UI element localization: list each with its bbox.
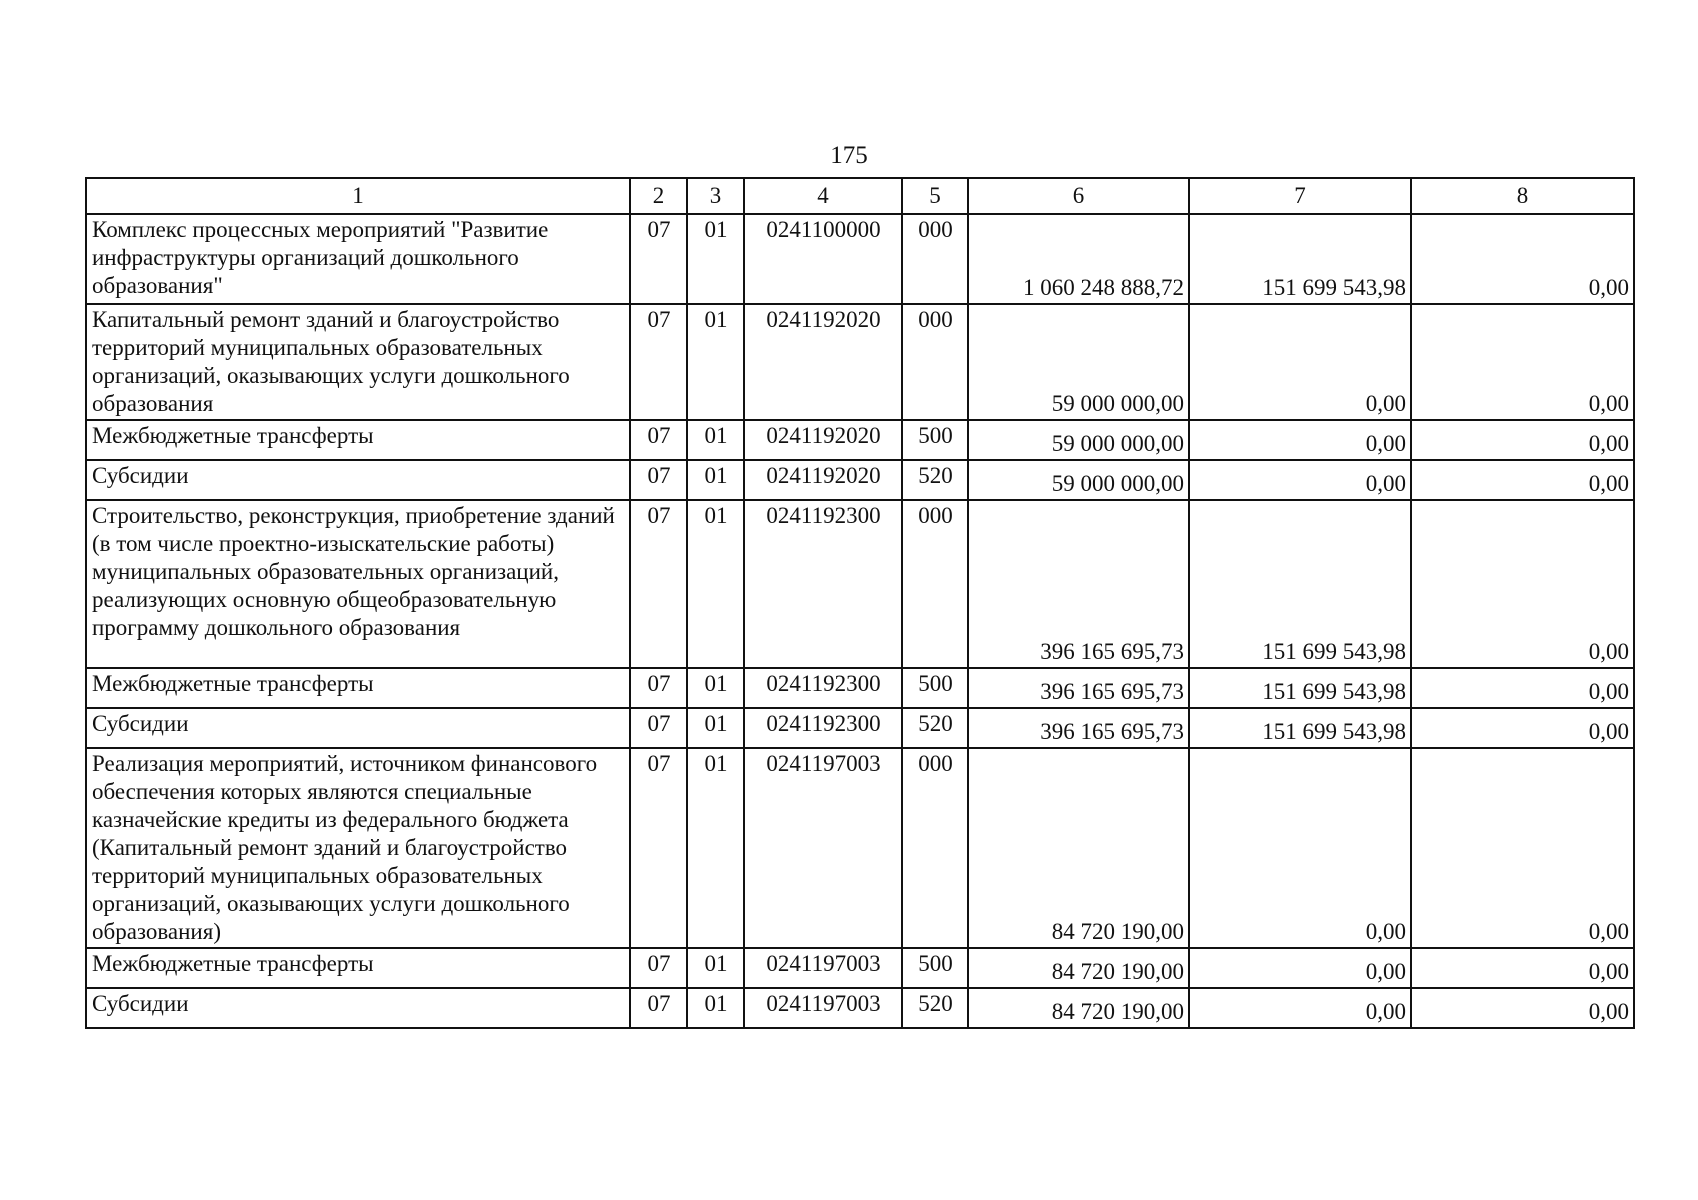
budget-table (85, 177, 1635, 1029)
row-amount-6: 396 165 695,73 (968, 500, 1189, 668)
row-name: Межбюджетные трансферты (86, 948, 630, 988)
row-target-code: 0241192300 (744, 500, 902, 668)
page-number: 175 (830, 142, 868, 169)
row-section: 07 (630, 420, 687, 460)
row-amount-6: 396 165 695,73 (968, 708, 1189, 748)
row-expense-type: 000 (902, 214, 968, 304)
row-subsection: 01 (687, 420, 744, 460)
row-amount-8: 0,00 (1411, 988, 1634, 1028)
row-amount-8: 0,00 (1411, 214, 1634, 304)
header-cell-6: 6 (968, 178, 1189, 214)
row-name: Реализация мероприятий, источником финансового обеспечения которых являются специальные казначейские кредиты из федерального бюджета (Капитальный ремонт зданий и благоустройство территорий муниципальных образовательных организаций, оказывающих услуги дошкольного образования) (86, 748, 630, 948)
row-amount-7: 0,00 (1189, 460, 1411, 500)
row-amount-8: 0,00 (1411, 948, 1634, 988)
row-target-code: 0241197003 (744, 988, 902, 1028)
row-target-code: 0241192300 (744, 708, 902, 748)
row-amount-7: 0,00 (1189, 748, 1411, 948)
header-cell-5: 5 (902, 178, 968, 214)
row-section: 07 (630, 988, 687, 1028)
row-expense-type: 520 (902, 708, 968, 748)
table-row (86, 304, 1634, 420)
row-amount-7: 151 699 543,98 (1189, 500, 1411, 668)
header-cell-3: 3 (687, 178, 744, 214)
row-target-code: 0241192020 (744, 460, 902, 500)
table-row (86, 500, 1634, 668)
header-row (86, 178, 1634, 214)
table-row (86, 460, 1634, 500)
row-section: 07 (630, 304, 687, 420)
row-amount-6: 396 165 695,73 (968, 668, 1189, 708)
row-expense-type: 000 (902, 500, 968, 668)
row-subsection: 01 (687, 708, 744, 748)
row-amount-6: 59 000 000,00 (968, 304, 1189, 420)
row-amount-6: 1 060 248 888,72 (968, 214, 1189, 304)
table-row (86, 668, 1634, 708)
row-amount-6: 84 720 190,00 (968, 988, 1189, 1028)
row-section: 07 (630, 214, 687, 304)
row-expense-type: 500 (902, 668, 968, 708)
row-amount-7: 0,00 (1189, 988, 1411, 1028)
row-subsection: 01 (687, 668, 744, 708)
row-name: Субсидии (86, 708, 630, 748)
row-subsection: 01 (687, 214, 744, 304)
header-cell-4: 4 (744, 178, 902, 214)
row-amount-8: 0,00 (1411, 748, 1634, 948)
row-name: Межбюджетные трансферты (86, 668, 630, 708)
row-name: Капитальный ремонт зданий и благоустройство территорий муниципальных образовательных организаций, оказывающих услуги дошкольного образования (86, 304, 630, 420)
row-amount-8: 0,00 (1411, 460, 1634, 500)
row-expense-type: 520 (902, 460, 968, 500)
row-name: Субсидии (86, 460, 630, 500)
row-section: 07 (630, 948, 687, 988)
row-amount-8: 0,00 (1411, 420, 1634, 460)
row-expense-type: 520 (902, 988, 968, 1028)
row-amount-8: 0,00 (1411, 668, 1634, 708)
header-cell-8: 8 (1411, 178, 1634, 214)
row-target-code: 0241197003 (744, 748, 902, 948)
table-row (86, 748, 1634, 948)
row-subsection: 01 (687, 500, 744, 668)
row-amount-6: 84 720 190,00 (968, 748, 1189, 948)
row-amount-7: 151 699 543,98 (1189, 668, 1411, 708)
row-target-code: 0241197003 (744, 948, 902, 988)
row-amount-8: 0,00 (1411, 708, 1634, 748)
row-amount-7: 0,00 (1189, 948, 1411, 988)
header-cell-1: 1 (86, 178, 630, 214)
row-section: 07 (630, 668, 687, 708)
row-target-code: 0241192020 (744, 420, 902, 460)
row-amount-8: 0,00 (1411, 500, 1634, 668)
row-subsection: 01 (687, 460, 744, 500)
table-row (86, 708, 1634, 748)
row-expense-type: 500 (902, 420, 968, 460)
row-section: 07 (630, 460, 687, 500)
row-amount-7: 151 699 543,98 (1189, 708, 1411, 748)
header-cell-7: 7 (1189, 178, 1411, 214)
row-section: 07 (630, 748, 687, 948)
row-expense-type: 500 (902, 948, 968, 988)
table-row (86, 420, 1634, 460)
row-amount-7: 151 699 543,98 (1189, 214, 1411, 304)
table-row (86, 948, 1634, 988)
row-amount-8: 0,00 (1411, 304, 1634, 420)
row-target-code: 0241192300 (744, 668, 902, 708)
row-section: 07 (630, 500, 687, 668)
table-row (86, 214, 1634, 304)
row-subsection: 01 (687, 948, 744, 988)
row-amount-6: 59 000 000,00 (968, 420, 1189, 460)
row-target-code: 0241100000 (744, 214, 902, 304)
table-row (86, 988, 1634, 1028)
row-section: 07 (630, 708, 687, 748)
row-amount-6: 59 000 000,00 (968, 460, 1189, 500)
row-amount-6: 84 720 190,00 (968, 948, 1189, 988)
row-amount-7: 0,00 (1189, 304, 1411, 420)
row-target-code: 0241192020 (744, 304, 902, 420)
row-name: Межбюджетные трансферты (86, 420, 630, 460)
row-name: Субсидии (86, 988, 630, 1028)
row-subsection: 01 (687, 748, 744, 948)
header-cell-2: 2 (630, 178, 687, 214)
row-expense-type: 000 (902, 748, 968, 948)
row-expense-type: 000 (902, 304, 968, 420)
row-subsection: 01 (687, 304, 744, 420)
row-amount-7: 0,00 (1189, 420, 1411, 460)
row-subsection: 01 (687, 988, 744, 1028)
row-name: Строительство, реконструкция, приобретение зданий (в том числе проектно-изыскательские работы) муниципальных образовательных организаций, реализующих основную общеобразовательную программу дошкольного образования (86, 500, 630, 668)
row-name: Комплекс процессных мероприятий "Развитие инфраструктуры организаций дошкольного образования" (86, 214, 630, 304)
